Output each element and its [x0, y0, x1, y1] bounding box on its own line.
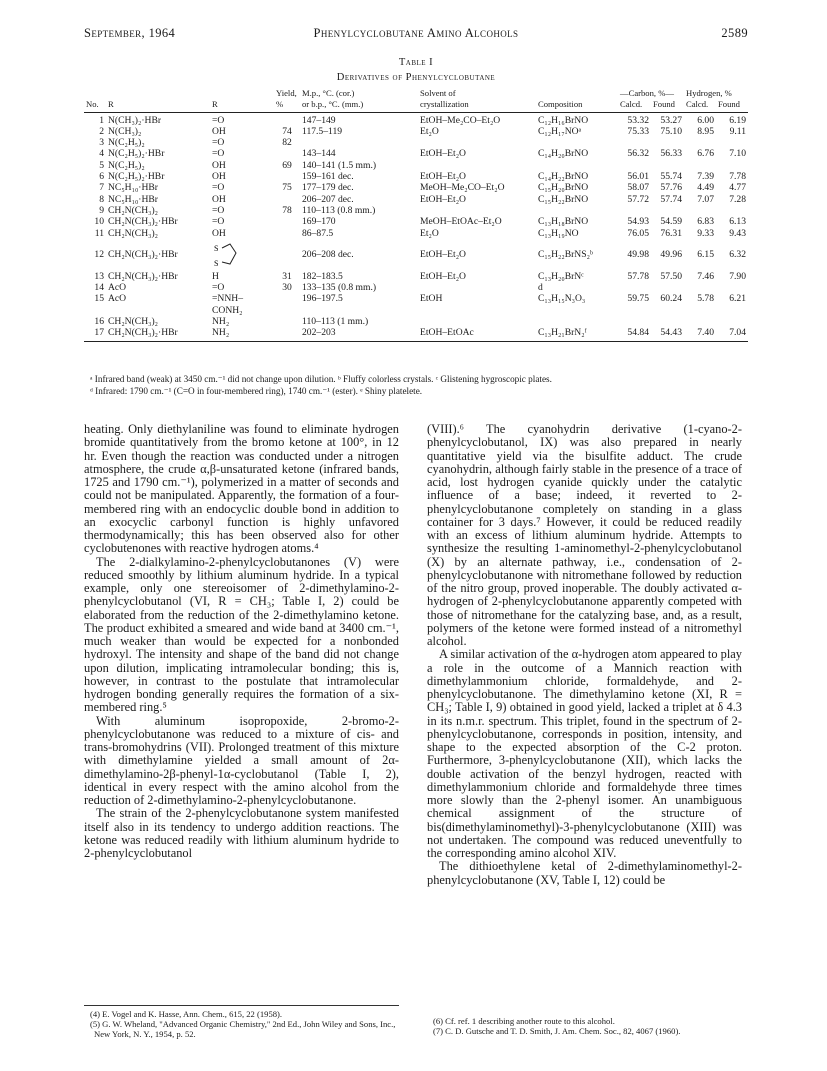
r1-cell: NC₅H₁₀·HBr [108, 182, 159, 194]
table-row [84, 293, 748, 316]
carbon-found-cell: 57.50 [660, 270, 682, 282]
mp-cell: 133–135 (0.8 mm.) [302, 282, 377, 294]
carbon-found-cell [651, 160, 684, 171]
yield-cell [274, 239, 300, 271]
table-row [84, 216, 748, 227]
yield-cell: 82 [282, 137, 292, 149]
table-row [84, 148, 748, 159]
solvent-header-bottom: crystallization [418, 99, 536, 112]
paragraph: With aluminum isopropoxide, 2-bromo-2-phenylcyclobutanone was reduced to a mixture of cis- and trans-bromohydrins (VII). Prolonged treatment of this mixture with dimethylamine yielded a small amount of 2α-dimethylamino-2β-phenyl-1α-cyclobutanol (Table I, 2), identical in every respect with the amino alcohol from the reduction of 2-dimethylamino-2-phenylcyclobutanone. [84, 713, 399, 807]
carbon-calcd-cell: 53.32 [627, 114, 649, 126]
references-right [427, 1016, 742, 1036]
mp-cell: 110–113 (1 mm.) [302, 316, 369, 328]
derivatives-table [84, 88, 748, 342]
hydrogen-found-cell [716, 316, 748, 327]
right-text-column [427, 423, 742, 887]
table-row [84, 182, 748, 193]
r2-cell: =O [212, 282, 225, 294]
mp-cell: 206–207 dec. [302, 193, 354, 205]
row-number: 15 [94, 293, 104, 305]
hydrogen-found-cell [716, 137, 748, 148]
r1-cell: CH₂N(CH₃)₂·HBr [108, 270, 178, 282]
hydrogen-found-cell: 7.78 [729, 171, 746, 183]
carbon-found-cell [651, 137, 684, 148]
hydrogen-found-cell: 9.11 [729, 125, 746, 137]
paragraph: heating. Only diethylaniline was found to eliminate hydrogen bromide quantitatively from the bromo ketone at 100°, in 12 hr. Even though the reaction was conducted under a nitrogen atmosphere, the crude α,β-unsaturated ketone (infrared bands, 1725 and 1790 cm.⁻¹), polymerized in a matter of seconds and could not be manipulated. Apparently, the formation of a four-membered ring with an endocyclic double bond in addition to an exocyclic carbonyl function is highly unfavored thermodynamically; this has been observed also for other cyclobutenones with reactive hydrogen atoms.⁴ [84, 422, 399, 556]
row-number: 8 [99, 193, 104, 205]
composition-cell [536, 316, 618, 327]
carbon-found-cell: 75.10 [660, 125, 682, 137]
solvent-header-top: Solvent of [420, 88, 456, 98]
hydrogen-found-cell [716, 205, 748, 216]
dithiolane-ring-structure [212, 242, 242, 268]
mp-cell: 169–170 [302, 216, 336, 228]
carbon-found-cell [651, 316, 684, 327]
r1-cell: CH₂N(CH₃)₂ [108, 316, 159, 328]
r2-cell: OH [212, 125, 226, 137]
carbon-calcd-cell: 56.01 [627, 171, 649, 183]
row-number: 14 [94, 282, 104, 294]
carbon-found-cell: 55.74 [660, 171, 682, 183]
mp-header-bottom: or b.p., °C. (mm.) [300, 99, 418, 112]
carbon-found-cell [651, 282, 684, 293]
mp-header-top: M.p., °C. (cor.) [302, 88, 355, 98]
carbon-calcd-cell [618, 205, 651, 216]
hydrogen-found-cell: 7.90 [729, 270, 746, 282]
solvent-cell [418, 316, 536, 327]
carbon-found-cell: 57.76 [660, 182, 682, 194]
r1-cell: NC₅H₁₀·HBr [108, 193, 159, 205]
composition-cell: C₁₅H₂₂BrNO [538, 193, 589, 205]
carbon-calcd-cell: 54.93 [627, 216, 649, 228]
reference: (4) E. Vogel and K. Hasse, Ann. Chem., 615, 22 (1958). [90, 1009, 283, 1019]
hydrogen-calcd-cell: 9.33 [697, 227, 714, 239]
composition-cell: C₁₄H₂₀BrNO [538, 148, 589, 160]
sulfur-label: S [214, 258, 219, 268]
yield-cell: 30 [282, 282, 292, 294]
sulfur-label: S [214, 243, 219, 253]
table-row [84, 126, 748, 137]
hydrogen-calcd-cell [684, 137, 716, 148]
hydrogen-calcd-cell: 6.00 [697, 114, 714, 126]
carbon-calcd-cell [618, 316, 651, 327]
carbon-calcd-cell: 54.84 [618, 327, 651, 341]
hydrogen-calcd-cell: 6.76 [697, 148, 714, 160]
carbon-found-cell: 76.31 [660, 227, 682, 239]
r2-cell: =O [212, 137, 225, 149]
r2-cell: =O [212, 148, 225, 160]
mp-cell: 177–179 dec. [302, 182, 354, 194]
row-number: 7 [99, 182, 104, 194]
hydrogen-calcd-cell: 7.46 [697, 270, 714, 282]
hydrogen-calcd-cell: 4.49 [697, 182, 714, 194]
r1-cell: N(C₂H₅)₂·HBr [108, 148, 165, 160]
hydrogen-calcd-cell [684, 282, 716, 293]
mp-cell: 147–149 [302, 114, 336, 126]
r1-cell: N(CH₃)₂·HBr [108, 114, 162, 126]
row-number: 5 [99, 159, 104, 171]
yield-cell [274, 316, 300, 327]
solvent-cell: MeOH–EtOAc–Et₂O [420, 216, 502, 228]
running-header [84, 26, 748, 42]
solvent-cell: EtOH–Me₂CO–Et₂O [420, 114, 501, 126]
solvent-cell: EtOH–Et₂O [420, 171, 466, 183]
header-title: Phenylcyclobutane Amino Alcohols [313, 26, 519, 40]
composition-cell [536, 160, 618, 171]
r2-header: R [210, 99, 274, 112]
r2-cell [210, 239, 274, 271]
table-footnotes [84, 374, 748, 397]
carbon-found-cell: 54.43 [651, 327, 684, 341]
row-number: 10 [94, 216, 104, 228]
row-number: 6 [99, 171, 104, 183]
composition-cell: C₁₂H₁₆BrNO [538, 114, 589, 126]
hydrogen-calcd-cell [684, 316, 716, 327]
r1-cell: AcO [108, 282, 127, 294]
solvent-cell: EtOH–Et₂O [420, 270, 466, 282]
r1-cell: CH₂N(CH₃)₂·HBr [106, 327, 210, 341]
yield-cell [274, 171, 300, 182]
table-title: Derivatives of Phenylcyclobutane [336, 72, 496, 83]
hydrogen-found-cell: 4.77 [729, 182, 746, 194]
r1-cell: AcO [108, 293, 127, 305]
reference: (7) C. D. Gutsche and T. D. Smith, J. Am. Chem. Soc., 82, 4067 (1960). [433, 1026, 681, 1037]
row-number: 16 [94, 316, 104, 328]
hydrogen-found-cell: 6.21 [729, 293, 746, 305]
r1-cell: N(C₂H₅)₂ [108, 159, 145, 171]
solvent-cell [418, 137, 536, 148]
references-left [84, 1005, 399, 1040]
left-text-column [84, 423, 399, 860]
mp-cell: 159–161 dec. [302, 171, 354, 183]
yield-header-top: Yield, [276, 88, 297, 98]
r2-cell: OH [212, 171, 226, 183]
r2-cell: H [212, 270, 219, 282]
carbon-calcd-cell [618, 282, 651, 293]
composition-cell: C₁₅H₂₂BrNS₂ᵇ [538, 249, 593, 261]
hydrogen-calcd-cell: 8.95 [697, 125, 714, 137]
hydrogen-found-cell: 7.04 [716, 327, 748, 341]
table-row [84, 194, 748, 205]
solvent-cell [418, 282, 536, 293]
hydrogen-found-cell [716, 160, 748, 171]
composition-cell [536, 137, 618, 148]
carbon-calcd-header: Calcd. [618, 99, 651, 112]
table-row [84, 205, 748, 216]
solvent-cell: EtOH–Et₂O [420, 148, 466, 160]
hydrogen-calcd-cell: 7.39 [697, 171, 714, 183]
table-label: Table I [398, 57, 434, 68]
hydrogen-calcd-header: Calcd. [684, 99, 716, 112]
r2-cell: =O [212, 182, 225, 194]
mp-cell: 206–208 dec. [302, 249, 354, 261]
mp-cell: 140–141 (1.5 mm.) [302, 159, 377, 171]
hydrogen-found-header: Found [716, 99, 748, 112]
hydrogen-found-cell [716, 282, 748, 293]
carbon-found-cell: 49.96 [660, 249, 682, 261]
paragraph: The 2-dialkylamino-2-phenylcyclobutanones (V) were reduced smoothly by lithium aluminum hydride. In a typical example, only one stereoisomer of 2-dimethylamino-2-phenylcyclobutanol (VI, R = CH₃; Table I, 2) could be elaborated from the reduction of the 2-dimethylamino ketone. The product exhibited a smeared and wide band at 3400 cm.⁻¹, much weaker than would be expected for a nonbonded hydroxyl. The intensity and shape of the band did not change upon dilution, implicating intramolecular bonding; this is, however, in contrast to the postulate that intramolecular hydrogen bonding generally requires the formation of a six-membered ring.⁵ [84, 554, 399, 715]
reference: (5) G. W. Wheland, "Advanced Organic Chemistry," 2nd Ed., John Wiley and Sons, Inc., New York, N. Y., 1954, p. 52. [90, 1019, 396, 1040]
no-header: No. [84, 99, 106, 112]
solvent-cell [418, 205, 536, 216]
table-footnote: ᵃ Infrared band (weak) at 3450 cm.⁻¹ did not change upon dilution. ᵇ Fluffy colorless crystals. ᶜ Glistening hygroscopic plates. [90, 374, 552, 384]
composition-cell: C₁₅H₂₀BrNO [538, 182, 589, 194]
hydrogen-found-cell: 6.32 [729, 249, 746, 261]
hydrogen-calcd-cell: 5.78 [697, 293, 714, 305]
paragraph: The strain of the 2-phenylcyclobutanone system manifested itself also in its tendency to undergo addition reactions. The ketone was reduced readily with lithium aluminum hydride to 2-phenylcyclobutanol [84, 806, 399, 860]
row-number: 3 [99, 137, 104, 149]
carbon-found-cell [651, 205, 684, 216]
r1-cell: N(C₂H₅)₂ [108, 137, 145, 149]
table-row [84, 160, 748, 171]
yield-header-bottom: % [274, 99, 300, 112]
r1-cell: CH₂N(CH₃)₂·HBr [108, 216, 178, 228]
hydrogen-found-cell: 6.19 [729, 114, 746, 126]
carbon-calcd-cell [618, 160, 651, 171]
page-number: 2589 [721, 26, 748, 40]
paragraph: The dithioethylene ketal of 2-dimethylaminomethyl-2-phenylcyclobutanone (XV, Table I, 12) could be [427, 859, 742, 887]
yield-cell: 69 [282, 159, 292, 171]
r1-header: R [106, 99, 210, 112]
solvent-cell: EtOH–Et₂O [420, 193, 466, 205]
table-row [84, 112, 748, 126]
table-row [84, 137, 748, 148]
carbon-found-header: Found [651, 99, 684, 112]
r2-cell: OH [212, 159, 226, 171]
row-number: 17 [84, 327, 106, 341]
paragraph: (VIII).⁶ The cyanohydrin derivative (1-cyano-2-phenylcyclobutanol, IX) was also prepared in nearly quantitative yield via the bisulfite adduct. The crude cyanohydrin, although fairly stable in the presence of a trace of acid, lost hydrogen cyanide quickly under the catalytic influence of a base; indeed, it reverted to 2-phenylcyclobutanone completely on standing in a glass container for 3 days.⁷ However, it could be reduced readily with an excess of lithium aluminum hydride. Attempts to synthesize the resulting 1-aminomethyl-2-phenylcyclobutanol (X) by an alternate pathway, i.e., condensation of 2-phenylcyclobutanone with nitromethane followed by reduction of the nitro group, proved inoperable. The doubly activated α-hydrogen of 2-phenylcyclobutanone apparently competed with those of nitromethane for the catalyzing base, and, as a result, polymers of the ketone were formed instead of a nitromethyl alcohol. [427, 422, 742, 648]
table-row [84, 327, 748, 341]
carbon-calcd-cell: 59.75 [627, 293, 649, 305]
hydrogen-calcd-cell: 7.07 [697, 193, 714, 205]
yield-cell: 31 [282, 270, 292, 282]
r2-cell: =O [212, 204, 225, 216]
yield-cell [274, 148, 300, 159]
composition-cell: C₁₄H₂₂BrNO [538, 171, 589, 183]
hydrogen-header: Hydrogen, % [686, 88, 732, 98]
table-row [84, 239, 748, 271]
yield-cell [274, 228, 300, 239]
table-row [84, 316, 748, 327]
r1-cell: CH₂N(CH₃)₂ [108, 204, 159, 216]
solvent-cell: EtOH–Et₂O [420, 249, 466, 261]
composition-cell: C₁₃H₁₅N₃O₃ [538, 293, 586, 305]
mp-cell: 117.5–119 [302, 125, 343, 137]
hydrogen-calcd-cell: 6.15 [697, 249, 714, 261]
row-number: 11 [94, 227, 104, 239]
solvent-cell: Et₂O [420, 125, 439, 137]
row-number: 2 [99, 125, 104, 137]
composition-cell: C₁₃H₁₈BrNO [538, 216, 589, 228]
mp-cell: 110–113 (0.8 mm.) [302, 204, 376, 216]
mp-cell: 196–197.5 [302, 293, 343, 305]
carbon-calcd-cell: 56.32 [627, 148, 649, 160]
hydrogen-calcd-cell [684, 205, 716, 216]
solvent-cell: EtOH–EtOAc [418, 327, 536, 341]
table-row [84, 271, 748, 282]
composition-cell: C₁₃H₂₁BrN₂ᶠ [536, 327, 618, 341]
paragraph: A similar activation of the α-hydrogen atom appeared to play a role in the outcome of a Mannich reaction with dimethylammonium chloride, formaldehyde, and 2-phenylcyclobutanone. The dimethylamino ketone (XI, R = CH₃; Table I, 9) obtained in good yield, lacked a triplet at δ 4.3 in its n.m.r. spectrum. This triplet, found in the spectrum of 2-phenylcyclobutanone, corresponds in position, intensity, and shape to the expected absorption of the C-2 proton. Furthermore, 3-phenylcyclobutanone (XII), which lacks the double activation of the benzyl hydrogen, reacted with dimethylammonium chloride and formaldehyde three times more slowly than the 2-phenyl isomer. An unambiguous chemical assignment of the structure of bis(dimethylaminomethyl)-3-phenylcyclobutanone (XIII) was not undertaken. The compound was reduced uneventfully to the corresponding amino alcohol XIV. [427, 647, 742, 860]
composition-cell: C₁₃H₁₉NO [538, 227, 579, 239]
yield-cell [274, 194, 300, 205]
carbon-calcd-cell: 76.05 [627, 227, 649, 239]
mp-cell: 202–203 [300, 327, 418, 341]
composition-cell [536, 205, 618, 216]
yield-cell [274, 216, 300, 227]
hydrogen-found-cell: 7.10 [729, 148, 746, 160]
r1-cell: CH₂N(CH₃)₂ [108, 227, 159, 239]
solvent-cell: EtOH [420, 293, 443, 305]
carbon-found-cell: 57.74 [660, 193, 682, 205]
carbon-header: —Carbon, %— [620, 88, 674, 98]
table-header-row-2 [84, 99, 748, 112]
row-number: 9 [99, 204, 104, 216]
yield-cell [274, 327, 300, 341]
mp-cell: 182–183.5 [302, 270, 343, 282]
table-footnote: ᵈ Infrared: 1790 cm.⁻¹ (C=O in four-membered ring), 1740 cm.⁻¹ (ester). ᵉ Shiny platelete. [90, 385, 423, 396]
solvent-cell: MeOH–Me₂CO–Et₂O [420, 182, 505, 194]
header-date: September, 1964 [84, 26, 176, 40]
r2-cell: NH₂ [212, 316, 230, 328]
hydrogen-calcd-cell [684, 160, 716, 171]
solvent-cell [418, 160, 536, 171]
mp-cell: 86–87.5 [302, 227, 334, 239]
carbon-calcd-cell [618, 137, 651, 148]
carbon-calcd-cell: 58.07 [627, 182, 649, 194]
hydrogen-calcd-cell: 6.83 [697, 216, 714, 228]
hydrogen-found-cell: 9.43 [729, 227, 746, 239]
r2-cell: =NNH– CONH₂ [212, 293, 243, 316]
carbon-found-cell: 56.33 [660, 148, 682, 160]
mp-cell: 143–144 [302, 148, 336, 160]
r2-cell: OH [212, 227, 226, 239]
reference: (6) Cf. ref. 1 describing another route to this alcohol. [433, 1016, 615, 1026]
composition-cell: d [538, 282, 543, 294]
row-number: 12 [94, 249, 104, 261]
yield-cell [274, 293, 300, 316]
row-number: 13 [94, 270, 104, 282]
yield-cell: 75 [282, 182, 292, 194]
yield-cell: 74 [282, 125, 292, 137]
hydrogen-calcd-cell: 7.40 [684, 327, 716, 341]
table-row [84, 171, 748, 182]
r2-cell: =O [212, 114, 225, 126]
r1-cell: CH₂N(CH₃)₂·HBr [108, 249, 178, 261]
hydrogen-found-cell: 7.28 [729, 193, 746, 205]
table-header-row-1 [84, 88, 748, 99]
table-row [84, 282, 748, 293]
table-row [84, 228, 748, 239]
carbon-calcd-cell: 75.33 [627, 125, 649, 137]
r1-cell: N(C₂H₅)₂·HBr [108, 171, 165, 183]
carbon-calcd-cell: 49.98 [627, 249, 649, 261]
r2-cell: NH₂ [210, 327, 274, 341]
r2-cell: =O [212, 216, 225, 228]
yield-cell [274, 112, 300, 126]
carbon-found-cell: 53.27 [660, 114, 682, 126]
carbon-found-cell: 54.59 [660, 216, 682, 228]
composition-cell: C₁₃H₂₀BrNᶜ [538, 270, 584, 282]
composition-header: Composition [536, 99, 618, 112]
carbon-calcd-cell: 57.72 [627, 193, 649, 205]
composition-cell: C₁₂H₁₇NOᵃ [538, 125, 582, 137]
hydrogen-found-cell: 6.13 [729, 216, 746, 228]
row-number: 4 [99, 148, 104, 160]
yield-cell: 78 [282, 204, 292, 216]
carbon-calcd-cell: 57.78 [627, 270, 649, 282]
r2-cell: OH [212, 193, 226, 205]
carbon-found-cell: 60.24 [660, 293, 682, 305]
row-number: 1 [99, 114, 104, 126]
solvent-cell: Et₂O [420, 227, 439, 239]
r1-cell: N(CH₃)₂ [108, 125, 142, 137]
mp-cell [300, 137, 418, 148]
